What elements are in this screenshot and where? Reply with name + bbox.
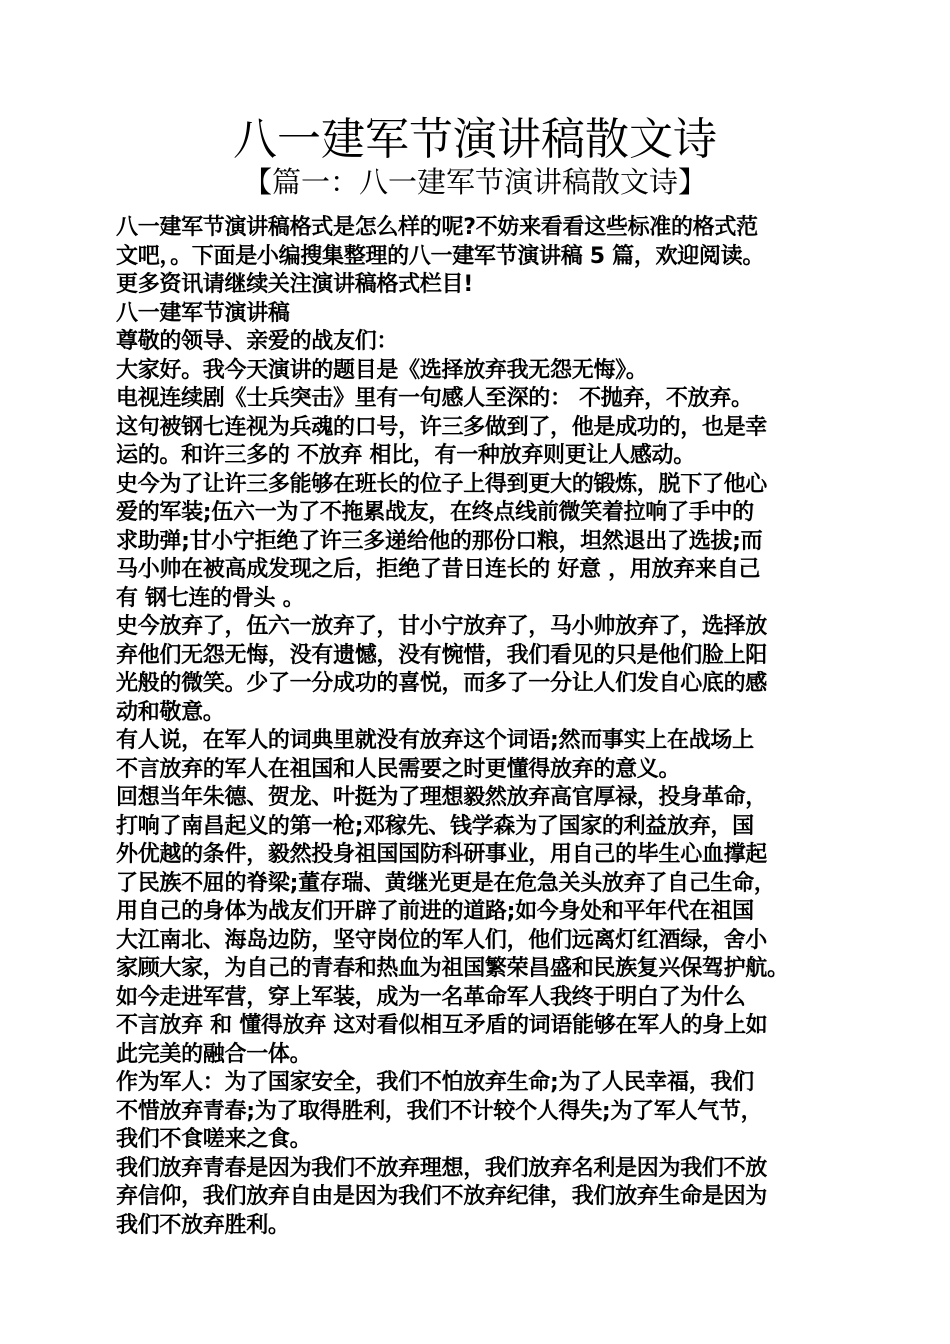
body-line: 弃他们无怨无悔，没有遗憾，没有惋惜，我们看见的只是他们脸上阳 (116, 642, 768, 668)
body-line: 八一建军节演讲稿格式是怎么样的呢?不妨来看看这些标准的格式范 (116, 215, 758, 240)
body-line: 我们不食嗟来之食。 (116, 1127, 312, 1152)
body-line: 电视连续剧《士兵突击》里有一句感人至深的： 不抛弃，不放弃。 (116, 386, 753, 411)
body-line: 文吧，。下面是小编搜集整理的八一建军节演讲稿 5 篇，欢迎阅读。 (116, 243, 765, 269)
body-line: 了民族不屈的脊梁;董存瑞、黄继光更是在危急关头放弃了自己生命， (116, 870, 776, 896)
body-line: 大家好。我今天演讲的题目是《选择放弃我无怨无悔》。 (116, 357, 648, 383)
body-line: 马小帅在被高成发现之后，拒绝了昔日连长的 好意 ，用放弃来自己 (116, 557, 761, 582)
body-line: 求助弹;甘小宁拒绝了许三多递给他的那份口粮，坦然退出了选拔;而 (116, 528, 763, 554)
body-line: 用自己的身体为战友们开辟了前进的道路;如今身处和平年代在祖国 (116, 899, 754, 924)
body-line: 更多资讯请继续关注演讲稿格式栏目! (116, 272, 473, 297)
body-line: 这句被钢七连视为兵魂的口号，许三多做到了，他是成功的，也是幸 (116, 414, 768, 440)
body-line: 八一建军节演讲稿 (116, 300, 290, 326)
body-line: 家顾大家，为自己的青春和热血为祖国繁荣昌盛和民族复兴保驾护航。 (116, 956, 789, 981)
body-line: 我们不放弃胜利。 (116, 1212, 290, 1238)
body-line: 外优越的条件，毅然投身祖国国防科研事业，用自己的毕生心血撑起 (116, 842, 768, 867)
body-line: 大江南北、海岛边防，坚守岗位的军人们，他们远离灯红酒绿，舍小 (116, 927, 768, 953)
body-line: 回想当年朱德、贺龙、叶挺为了理想毅然放弃高官厚禄，投身革命， (116, 785, 768, 810)
document-title: 八一建军节演讲稿散文诗 (233, 114, 717, 165)
body-line: 史今为了让许三多能够在班长的位子上得到更大的锻炼，脱下了他心 (116, 471, 768, 497)
document-body (116, 214, 846, 1240)
body-line: 打响了南昌起义的第一枪;邓稼先、钱学森为了国家的利益放弃，国 (116, 813, 754, 839)
body-line: 尊敬的领导、亲爱的战友们： (116, 329, 399, 354)
body-line: 不惜放弃青春;为了取得胜利，我们不计较个人得失;为了军人气节， (116, 1098, 763, 1124)
body-line: 爱的军装;伍六一为了不拖累战友，在终点线前微笑着拉响了手中的 (116, 500, 754, 525)
body-line: 动和敬意。 (116, 699, 225, 725)
body-line: 如今走进军营，穿上军装，成为一名革命军人我终于明白了为什么 (116, 984, 746, 1010)
body-line: 此完美的融合一体。 (116, 1041, 312, 1067)
body-line: 光般的微笑。少了一分成功的喜悦，而多了一分让人们发自心底的感 (116, 671, 768, 696)
body-line: 有 钢七连的骨头 。 (116, 585, 305, 611)
body-line: 不言放弃的军人在祖国和人民需要之时更懂得放弃的意义。 (116, 756, 681, 782)
document-subtitle: 【篇一：八一建军节演讲稿散文诗】 (242, 165, 707, 199)
body-line: 运的。和许三多的 不放弃 相比，有一种放弃则更让人感动。 (116, 443, 695, 468)
body-line: 我们放弃青春是因为我们不放弃理想，我们放弃名利是因为我们不放 (116, 1155, 768, 1181)
body-line: 史今放弃了，伍六一放弃了，甘小宁放弃了，马小帅放弃了，选择放 (116, 614, 768, 639)
body-line: 有人说，在军人的词典里就没有放弃这个词语;然而事实上在战场上 (116, 728, 754, 753)
body-line: 作为军人：为了国家安全，我们不怕放弃生命;为了人民幸福，我们 (116, 1070, 754, 1095)
body-line: 弃信仰，我们放弃自由是因为我们不放弃纪律，我们放弃生命是因为 (116, 1184, 768, 1209)
body-line: 不言放弃 和 懂得放弃 这对看似相互矛盾的词语能够在军人的身上如 (116, 1013, 768, 1038)
